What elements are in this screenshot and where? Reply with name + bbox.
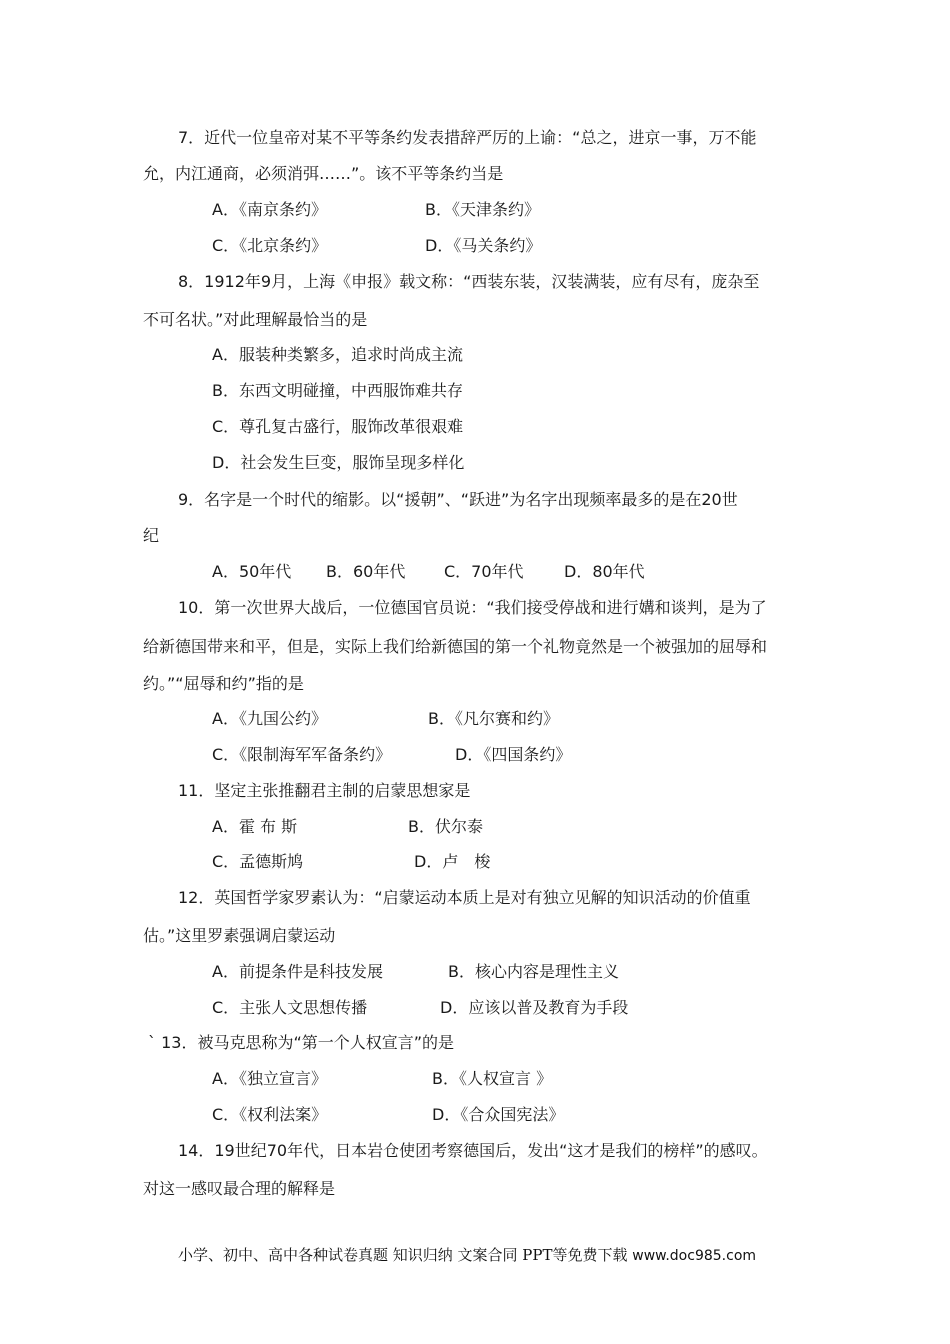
q9-option-b: B．60年代 [326, 562, 406, 581]
q8-stem-line2: 不可名状。”对此理解最恰当的是 [143, 310, 368, 329]
q11-option-a: A．霍 布 斯 [212, 817, 298, 836]
q13-stem-line1: ` 13．被马克思称为“第一个人权宣言”的是 [148, 1033, 455, 1052]
q9-option-d: D．80年代 [564, 562, 645, 581]
q12-stem-line1: 12．英国哲学家罗素认为：“启蒙运动本质上是对有独立见解的知识活动的价值重 [178, 888, 751, 907]
q12-option-b: B．核心内容是理性主义 [448, 962, 619, 981]
q12-option-a: A．前提条件是科技发展 [212, 962, 383, 981]
q13-option-b: B．《人权宣言 》 [432, 1069, 553, 1088]
q14-stem-line2: 对这一感叹最合理的解释是 [143, 1179, 336, 1198]
q7-option-a: A．《南京条约》 [212, 200, 327, 219]
q14-stem-line1: 14．19世纪70年代，日本岩仓使团考察德国后，发出“这才是我们的榜样”的感叹。 [178, 1141, 768, 1160]
q8-option-b: B．东西文明碰撞，中西服饰难共存 [212, 381, 463, 400]
q7-option-c: C．《北京条约》 [212, 236, 328, 255]
q13-option-d: D．《合众国宪法》 [432, 1105, 565, 1124]
q9-stem-line2: 纪 [143, 526, 160, 545]
q7-stem-line1: 7．近代一位皇帝对某不平等条约发表措辞严厉的上谕：“总之，进京一事，万不能 [178, 128, 757, 147]
q8-option-a: A．服装种类繁多，追求时尚成主流 [212, 345, 463, 364]
q9-option-a: A．50年代 [212, 562, 292, 581]
q10-stem-line3: 约。”“屈辱和约”指的是 [143, 674, 304, 693]
q10-option-c: C．《限制海军军备条约》 [212, 745, 392, 764]
q10-option-a: A．《九国公约》 [212, 709, 327, 728]
q8-option-d: D．社会发生巨变，服饰呈现多样化 [212, 453, 465, 472]
page-footer [178, 1244, 756, 1267]
q8-option-c: C．尊孔复古盛行，服饰改革很艰难 [212, 417, 464, 436]
q11-option-c: C．孟德斯鸠 [212, 852, 304, 871]
q10-stem-line2: 给新德国带来和平，但是，实际上我们给新德国的第一个礼物竟然是一个被强加的屈辱和 [143, 637, 768, 656]
footer-text: 小学、初中、高中各种试卷真题 知识归纳 文案合同 PPT等免费下载 [178, 1246, 628, 1264]
q10-option-b: B．《凡尔赛和约》 [428, 709, 559, 728]
q9-option-c: C．70年代 [444, 562, 524, 581]
q7-stem-line2: 允，内江通商，必须消弭……”。该不平等条约当是 [143, 164, 504, 183]
q8-stem-line1: 8．1912年9月，上海《申报》载文称：“西装东装，汉装满装，应有尽有，庞杂至 [178, 272, 760, 291]
q11-option-b: B．伏尔泰 [408, 817, 483, 836]
q10-stem-line1: 10．第一次世界大战后，一位德国官员说：“我们接受停战和进行媾和谈判，是为了 [178, 598, 767, 617]
footer-url-link[interactable]: www.doc985.com [632, 1248, 757, 1264]
q11-option-d: D．卢 梭 [414, 852, 491, 871]
q13-option-c: C．《权利法案》 [212, 1105, 328, 1124]
q12-option-c: C．主张人文思想传播 [212, 998, 368, 1017]
q11-stem-line1: 11．坚定主张推翻君主制的启蒙思想家是 [178, 781, 471, 800]
q13-option-a: A．《独立宣言》 [212, 1069, 327, 1088]
q12-stem-line2: 估。”这里罗素强调启蒙运动 [143, 926, 336, 945]
q9-stem-line1: 9．名字是一个时代的缩影。以“援朝”、“跃进”为名字出现频率最多的是在20世 [178, 490, 738, 509]
q12-option-d: D．应该以普及教育为手段 [440, 998, 629, 1017]
q10-option-d: D．《四国条约》 [455, 745, 572, 764]
q7-option-d: D．《马关条约》 [425, 236, 542, 255]
q7-option-b: B．《天津条约》 [425, 200, 540, 219]
